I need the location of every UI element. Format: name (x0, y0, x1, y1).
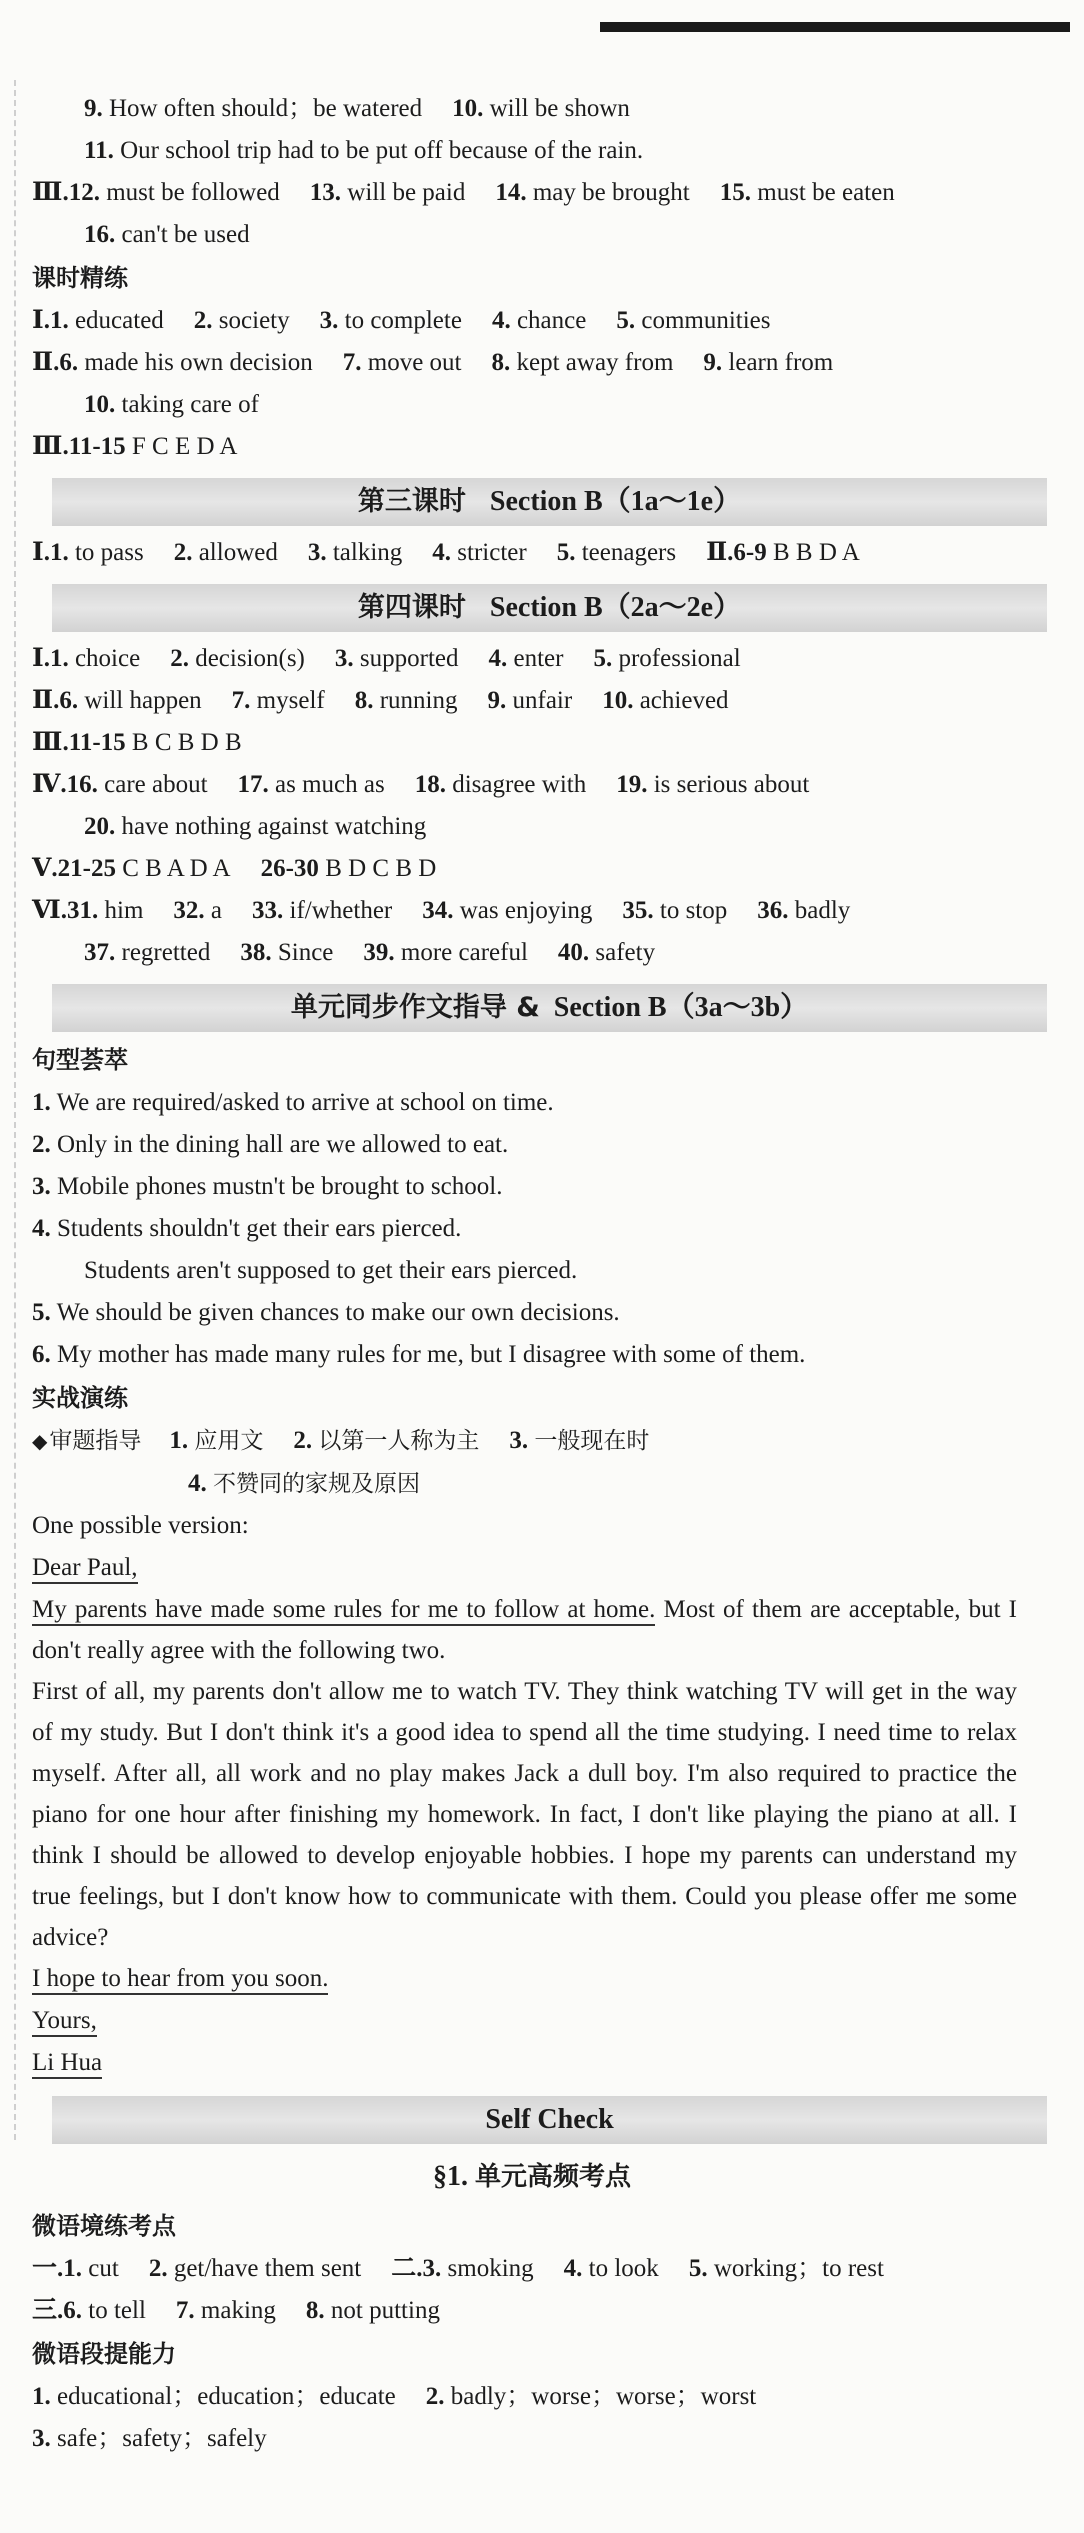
answer-number: 7. (342, 349, 362, 376)
answer-line (32, 172, 1032, 214)
answer-number: 5. (556, 539, 576, 566)
answer-item (616, 771, 809, 798)
essay-greeting-text: Dear Paul, (32, 1554, 138, 1584)
answer-text: My mother has made many rules for me, but I disagree with some of them. (57, 1341, 806, 1368)
banner-lesson-3-en: Section B（1a～1e） (489, 486, 742, 517)
guide-row-2 (32, 1463, 1032, 1505)
answer-number: 7. (175, 2297, 195, 2324)
answer-number: Ⅰ.1. (32, 539, 69, 566)
answer-item (32, 2383, 396, 2410)
answer-number: 11. (84, 137, 114, 164)
guide-number: 1. (169, 1427, 189, 1454)
answer-text: We are required/asked to arrive at school on time. (56, 1089, 554, 1116)
guide-item (509, 1427, 649, 1454)
answer-text: kept away from (516, 349, 674, 376)
answer-number: 33. (252, 897, 284, 924)
banner-writing-en: Section B（3a～3b） (553, 992, 809, 1023)
answer-number: 34. (422, 897, 454, 924)
answer-number: 4. (488, 645, 508, 672)
banner-writing (52, 984, 1047, 1032)
answer-line (32, 1292, 1032, 1334)
guide-row-1 (32, 1420, 1032, 1463)
answer-line (32, 130, 1032, 172)
answer-number: 2. (425, 2383, 445, 2410)
answer-item (32, 539, 144, 566)
answer-item (720, 179, 895, 206)
answer-number: 16. (84, 221, 116, 248)
essay-topic-sentence: My parents have made some rules for me to follow at home. (32, 1596, 655, 1626)
answer-text: B C B D B (131, 729, 242, 756)
answer-text: as much as (275, 771, 385, 798)
banner-lesson-4-en: Section B（2a～2e） (489, 592, 742, 623)
answer-item (593, 645, 740, 672)
answer-line (32, 764, 1032, 806)
answer-text: safe；safety；safely (57, 2425, 267, 2452)
answer-text: must be followed (106, 179, 280, 206)
answer-line (32, 1334, 1032, 1376)
answer-number: 4. (32, 1215, 51, 1242)
answer-number: 4. (563, 2255, 583, 2282)
answer-number: 6. (32, 1341, 51, 1368)
answer-page (32, 88, 1032, 2460)
answer-number: 3. (32, 2425, 51, 2452)
answer-line (32, 1082, 1032, 1124)
essay-paragraph-1 (32, 1589, 1017, 1671)
answer-text: was enjoying (459, 897, 593, 924)
answer-number: 4. (432, 539, 452, 566)
answer-item (32, 1341, 805, 1368)
answer-number: 9. (487, 687, 507, 714)
answer-text: educational；education；educate (57, 2383, 396, 2410)
essay-paragraph-2: First of all, my parents don't allow me to watch TV. They think watching TV will get in the way of my study. But I don't think it's a good idea to spend all the time studying. I need time to relax myself. After all, all work and no play makes Jack a dull boy. I'm also required to practice the piano for one hour after finishing my homework. In fact, I don't like playing the piano at all. I think I should be allowed to develop enjoyable hobbies. I hope my parents can understand my true feelings, but I don't know how to communicate with them. Could you please offer me some advice? (32, 1678, 1017, 1951)
answer-text: Since (277, 939, 334, 966)
answer-number: 40. (557, 939, 590, 966)
answer-line (32, 2418, 1032, 2460)
answer-item (32, 2297, 146, 2324)
answer-item (84, 137, 643, 164)
answer-item (335, 645, 459, 672)
answer-number: 2. (193, 307, 213, 334)
answer-item (492, 349, 674, 376)
answer-number: 14. (495, 179, 527, 206)
guide-number: 3. (509, 1427, 529, 1454)
answer-number: Ⅲ.12. (32, 179, 100, 206)
diamond-icon: ◆ (32, 1431, 48, 1453)
banner-self-check: Self Check (52, 2096, 1047, 2144)
essay-intro: One possible version: (32, 1512, 249, 1539)
answer-item (176, 2297, 276, 2324)
answers-block-g (32, 2376, 1032, 2460)
answer-number: 13. (309, 179, 342, 206)
guide-item (293, 1427, 479, 1454)
answer-item (194, 307, 290, 334)
section-number: §1. (432, 2161, 468, 2192)
answer-number: 36. (757, 897, 789, 924)
answer-number: 9. (703, 349, 723, 376)
answer-number: 一.1. (32, 2255, 83, 2282)
answer-item (320, 307, 462, 334)
subheading-practice: 课时精练 (32, 264, 128, 292)
answer-text: to complete (344, 307, 462, 334)
answer-number: 二.3. (391, 2255, 442, 2282)
answer-text: Students shouldn't get their ears pierced. (57, 1215, 462, 1242)
banner-lesson-4-cn: 第四课时 (357, 592, 466, 623)
answer-text: achieved (639, 687, 729, 714)
answer-text: chance (516, 307, 587, 334)
answer-number: Ⅲ.11-15 (32, 433, 126, 460)
answer-item (32, 2255, 119, 2282)
guide-number: 2. (293, 1427, 313, 1454)
answer-item (32, 433, 237, 460)
answer-item (32, 1299, 620, 1326)
answer-text: not putting (330, 2297, 440, 2324)
answer-text: working；to rest (713, 2255, 884, 2282)
answer-text: made his own decision (84, 349, 313, 376)
answer-item (32, 2425, 267, 2452)
answer-text: talking (332, 539, 403, 566)
answer-number: Ⅴ.21-25 (32, 855, 116, 882)
essay-sign-yours (32, 2000, 1032, 2042)
essay-p1-rest: Most of them are acceptable, but I don't really agree with the following two. (32, 1596, 1017, 1664)
answer-text: C B A D A (122, 855, 231, 882)
answer-number: 7. (231, 687, 251, 714)
answer-line (32, 1250, 1032, 1292)
answer-item (308, 539, 402, 566)
guide-item (169, 1427, 263, 1454)
answer-item (452, 95, 630, 122)
answer-number: 15. (719, 179, 751, 206)
answer-text: communities (641, 307, 771, 334)
answers-block-c (32, 532, 1032, 574)
answer-item (602, 687, 728, 714)
subheading-micro-context: 微语境练考点 (32, 2212, 176, 2240)
answer-item (415, 771, 586, 798)
answer-text: more careful (400, 939, 528, 966)
answer-item (84, 939, 210, 966)
answer-text: a (210, 897, 223, 924)
answer-text: may be brought (532, 179, 690, 206)
answer-number: 10. (602, 687, 634, 714)
answer-line (32, 806, 1032, 848)
answer-item (32, 855, 231, 882)
answer-text: learn from (728, 349, 834, 376)
answer-number: 3. (32, 1173, 51, 1200)
answer-line (32, 342, 1032, 384)
answer-text: How often should；be watered (109, 95, 423, 122)
answer-number: Ⅳ.16. (32, 771, 98, 798)
answer-item (616, 307, 770, 334)
answer-line (32, 384, 1032, 426)
answer-text: taking care of (121, 391, 259, 418)
subheading-practice-writing: 实战演练 (32, 1384, 128, 1412)
answer-item (32, 1089, 554, 1116)
answer-item (488, 687, 573, 714)
answer-item (32, 1131, 508, 1158)
answer-number: Ⅱ.6. (32, 349, 79, 376)
margin-dash-line (14, 80, 16, 2140)
answer-text: regretted (121, 939, 211, 966)
answer-text: Students aren't supposed to get their ears pierced. (84, 1257, 578, 1284)
answer-number: 2. (148, 2255, 168, 2282)
answer-number: 三.6. (32, 2297, 83, 2324)
answer-text: choice (74, 645, 141, 672)
answer-number: 2. (32, 1131, 51, 1158)
answer-item (489, 645, 564, 672)
guide-text: 一般现在时 (534, 1428, 650, 1454)
answer-text: to tell (88, 2297, 146, 2324)
answer-text: Only in the dining hall are we allowed to eat. (57, 1131, 509, 1158)
answer-text: smoking (447, 2255, 534, 2282)
answer-text: must be eaten (757, 179, 895, 206)
answer-line (32, 426, 1032, 468)
answer-text: badly (794, 897, 851, 924)
answer-line (32, 680, 1032, 722)
answer-text: will happen (84, 687, 202, 714)
answer-item (558, 939, 655, 966)
answer-text: B D C B D (325, 855, 437, 882)
answer-line (32, 532, 1032, 574)
essay-greeting (32, 1547, 1032, 1589)
banner-lesson-3 (52, 478, 1047, 526)
answer-item (703, 349, 833, 376)
answer-text: to pass (74, 539, 144, 566)
answer-text: care about (104, 771, 208, 798)
answer-item (622, 897, 727, 924)
answer-text: can't be used (121, 221, 250, 248)
guide-number: 4. (188, 1470, 207, 1497)
answer-line (32, 1166, 1032, 1208)
answer-number: 2. (170, 645, 189, 672)
answer-item (32, 687, 202, 714)
answer-text: F C E D A (131, 433, 238, 460)
answer-text: unfair (512, 687, 573, 714)
answer-text: safety (595, 939, 656, 966)
answer-number: 1. (32, 2383, 51, 2410)
answer-item (32, 1173, 502, 1200)
answer-item (173, 897, 222, 924)
answer-item (238, 771, 385, 798)
answer-number: 17. (237, 771, 269, 798)
answer-text: move out (367, 349, 462, 376)
answer-item (84, 391, 259, 418)
answer-item (240, 939, 333, 966)
banner-lesson-4 (52, 584, 1047, 632)
answer-item (355, 687, 458, 714)
answer-number: 8. (305, 2297, 325, 2324)
answer-number: 5. (688, 2255, 708, 2282)
answer-number: 9. (84, 95, 103, 122)
answers-block-f (32, 2248, 1032, 2332)
answer-line (32, 1124, 1032, 1166)
answer-item (310, 179, 466, 206)
answer-line (32, 88, 1032, 130)
answer-item (343, 349, 462, 376)
answer-line (32, 2376, 1032, 2418)
answer-text: We should be given chances to make our own decisions. (56, 1299, 620, 1326)
answer-text: enter (513, 645, 564, 672)
answer-text: cut (88, 2255, 119, 2282)
answer-item (32, 1215, 461, 1242)
answer-item (84, 95, 422, 122)
answer-number: 37. (84, 939, 116, 966)
answer-item (422, 897, 592, 924)
answer-item (32, 307, 164, 334)
answer-text: have nothing against watching (121, 813, 427, 840)
answer-number: 1. (32, 1089, 51, 1116)
answer-number: 26-30 (260, 855, 319, 882)
answers-block-a (32, 88, 1032, 256)
answer-item (32, 729, 242, 756)
answer-number: Ⅱ.6. (32, 687, 79, 714)
answer-text: if/whether (289, 897, 393, 924)
answer-text: to look (588, 2255, 659, 2282)
subheading-sentences: 句型荟萃 (32, 1046, 128, 1074)
answer-item (492, 307, 586, 334)
answer-number: 20. (84, 813, 116, 840)
answer-text: teenagers (581, 539, 677, 566)
answer-number: 8. (354, 687, 374, 714)
answer-item (84, 221, 250, 248)
essay-closing-text: I hope to hear from you soon. (32, 1965, 328, 1995)
answer-item (706, 539, 860, 566)
answer-item (149, 2255, 361, 2282)
answer-number: 39. (363, 939, 395, 966)
essay-closing (32, 1958, 1032, 2000)
answer-number: 35. (622, 897, 654, 924)
answer-number: 5. (32, 1299, 51, 1326)
answer-text: will be paid (347, 179, 466, 206)
banner-writing-cn: 单元同步作文指导 & (290, 992, 540, 1023)
answer-number: Ⅰ.1. (32, 307, 69, 334)
section-title-cn: 单元高频考点 (474, 2162, 631, 2192)
answer-number: 2. (173, 539, 193, 566)
answer-text: making (200, 2297, 276, 2324)
answer-text: badly；worse；worse；worst (450, 2383, 757, 2410)
answer-text: stricter (457, 539, 527, 566)
answer-item (495, 179, 689, 206)
answer-line (32, 300, 1032, 342)
answer-number: 18. (414, 771, 446, 798)
answer-item (174, 539, 278, 566)
answer-number: 3. (334, 645, 354, 672)
answer-text: supported (359, 645, 459, 672)
answer-text: allowed (198, 539, 278, 566)
guide-text: 不赞同的家规及原因 (213, 1471, 420, 1497)
answer-item (84, 1257, 577, 1284)
answer-text: B B D A (773, 539, 860, 566)
answer-line (32, 848, 1032, 890)
answer-number: 3. (319, 307, 339, 334)
answer-item (170, 645, 305, 672)
section-title-high-frequency (32, 2150, 1032, 2204)
answer-text: get/have them sent (173, 2255, 362, 2282)
answer-number: Ⅰ.1. (32, 645, 69, 672)
answer-number: 5. (593, 645, 613, 672)
answer-text: to stop (659, 897, 728, 924)
answer-number: 5. (616, 307, 636, 334)
answers-block-e (32, 1082, 1032, 1376)
answer-text: myself (256, 687, 325, 714)
answer-item (32, 645, 140, 672)
answer-line (32, 2290, 1032, 2332)
answer-item (252, 897, 392, 924)
answer-item (363, 939, 528, 966)
answer-number: 10. (84, 391, 116, 418)
answer-text: educated (74, 307, 164, 334)
guide-text: 应用文 (194, 1428, 264, 1454)
answer-number: 3. (307, 539, 327, 566)
answer-line (32, 722, 1032, 764)
guide-text: 以第一人称为主 (318, 1428, 480, 1454)
answer-item (564, 2255, 659, 2282)
guide-label: 审题指导 (49, 1428, 142, 1454)
answer-number: 8. (491, 349, 511, 376)
answers-block-b (32, 300, 1032, 468)
answer-number: 10. (452, 95, 484, 122)
answer-item (32, 897, 143, 924)
answer-item (757, 897, 850, 924)
answer-line (32, 638, 1032, 680)
answer-text: disagree with (452, 771, 587, 798)
answer-text: running (379, 687, 458, 714)
answer-line (32, 1208, 1032, 1250)
answer-item (32, 349, 313, 376)
answer-number: 32. (173, 897, 205, 924)
answer-item (306, 2297, 440, 2324)
answer-line (32, 214, 1032, 256)
answer-text: professional (618, 645, 741, 672)
answer-text: will be shown (489, 95, 630, 122)
top-rule (600, 22, 1070, 32)
answer-number: Ⅱ.6-9 (706, 539, 767, 566)
guide-item (188, 1470, 420, 1497)
answer-number: 38. (240, 939, 272, 966)
answer-number: Ⅵ.31. (32, 897, 99, 924)
answer-line (32, 890, 1032, 932)
answer-text: Mobile phones mustn't be brought to school. (57, 1173, 503, 1200)
answer-text: Our school trip had to be put off because of the rain. (120, 137, 644, 164)
answer-text: society (218, 307, 290, 334)
answer-item (32, 771, 208, 798)
essay-sign-name-text: Li Hua (32, 2049, 102, 2079)
answer-item (689, 2255, 884, 2282)
answer-text: decision(s) (195, 645, 305, 672)
answer-item (32, 179, 280, 206)
essay-sign-yours-text: Yours, (32, 2007, 97, 2037)
answer-item (557, 539, 676, 566)
subheading-micro-paragraph: 微语段提能力 (32, 2340, 176, 2368)
answer-number: 4. (491, 307, 511, 334)
essay-sign-name (32, 2042, 1032, 2084)
answer-number: Ⅲ.11-15 (32, 729, 126, 756)
answer-number: 19. (616, 771, 648, 798)
answer-text: him (104, 897, 144, 924)
answer-line (32, 2248, 1032, 2290)
answer-item (426, 2383, 757, 2410)
answers-block-d (32, 638, 1032, 974)
answer-text: is serious about (653, 771, 810, 798)
answer-item (232, 687, 325, 714)
banner-lesson-3-cn: 第三课时 (357, 486, 466, 517)
answer-item (391, 2255, 533, 2282)
answer-item (432, 539, 526, 566)
answer-line (32, 932, 1032, 974)
answer-item (261, 855, 437, 882)
answer-item (84, 813, 426, 840)
